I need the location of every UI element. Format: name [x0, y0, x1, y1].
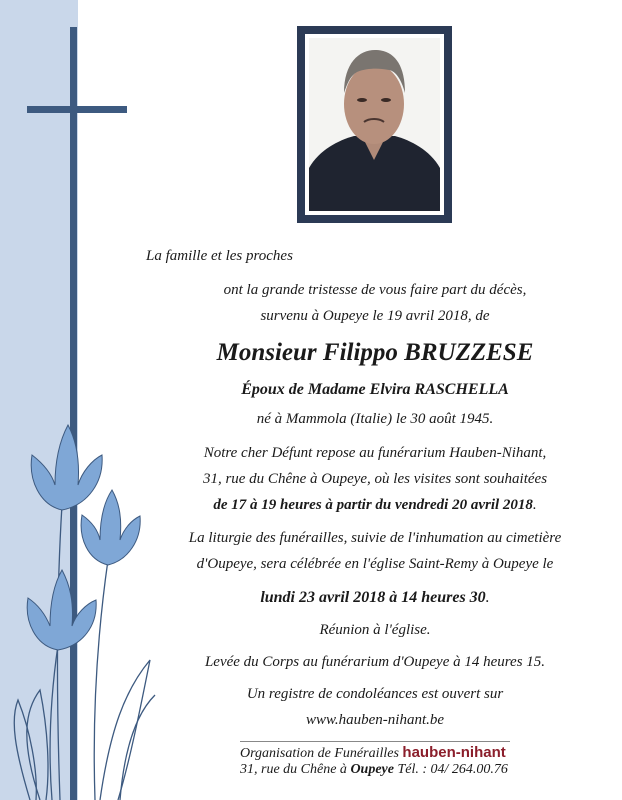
brand-logo: hauben-nihant [402, 744, 506, 761]
announcement-line-2: survenu à Oupeye le 19 avril 2018, de [260, 308, 490, 324]
footer-organisation: Organisation de Funérailles hauben-nihant [240, 744, 506, 761]
visiting-hours: de 17 à 19 heures à partir du vendredi 20 avril 2018. [213, 497, 537, 513]
visiting-hours-text: de 17 à 19 heures à partir du vendredi 20 avril 2018 [213, 497, 533, 513]
intro-text: La famille et les proches [146, 248, 293, 264]
cross-icon-horizontal [27, 106, 127, 113]
funeral-date: lundi 23 avril 2018 à 14 heures 30. [260, 589, 490, 606]
portrait-frame [297, 26, 452, 223]
funeral-date-text: lundi 23 avril 2018 à 14 heures 30 [260, 589, 486, 606]
footer-address: 31, rue du Chêne à Oupeye Tél. : 04/ 264.00.76 [240, 762, 508, 777]
repose-line-1: Notre cher Défunt repose au funérarium Hauben-Nihant, [203, 445, 547, 461]
deceased-name: Monsieur Filippo BRUZZESE [216, 339, 534, 366]
deceased-portrait-photo [309, 38, 440, 211]
register-line: Un registre de condoléances est ouvert sur [246, 686, 504, 702]
birth-line: né à Mammola (Italie) le 30 août 1945. [256, 411, 494, 427]
website-link[interactable]: www.hauben-nihant.be [305, 712, 445, 728]
footer [240, 744, 515, 778]
footer-divider [240, 741, 510, 742]
repose-line-2: 31, rue du Chêne à Oupeye, où les visites sont souhaitées [202, 471, 548, 487]
spouse-line: Époux de Madame Elvira RASCHELLA [241, 381, 509, 398]
levee-line: Levée du Corps au funérarium d'Oupeye à 14 heures 15. [204, 654, 546, 670]
tulip-flowers-illustration [0, 410, 160, 800]
meeting-line: Réunion à l'église. [319, 622, 431, 638]
liturgy-line-1: La liturgie des funérailles, suivie de l'inhumation au cimetière [188, 530, 562, 546]
liturgy-line-2: d'Oupeye, sera célébrée en l'église Saint-Remy à Oupeye le [196, 556, 554, 572]
announcement-line-1: ont la grande tristesse de vous faire part du décès, [223, 282, 527, 298]
